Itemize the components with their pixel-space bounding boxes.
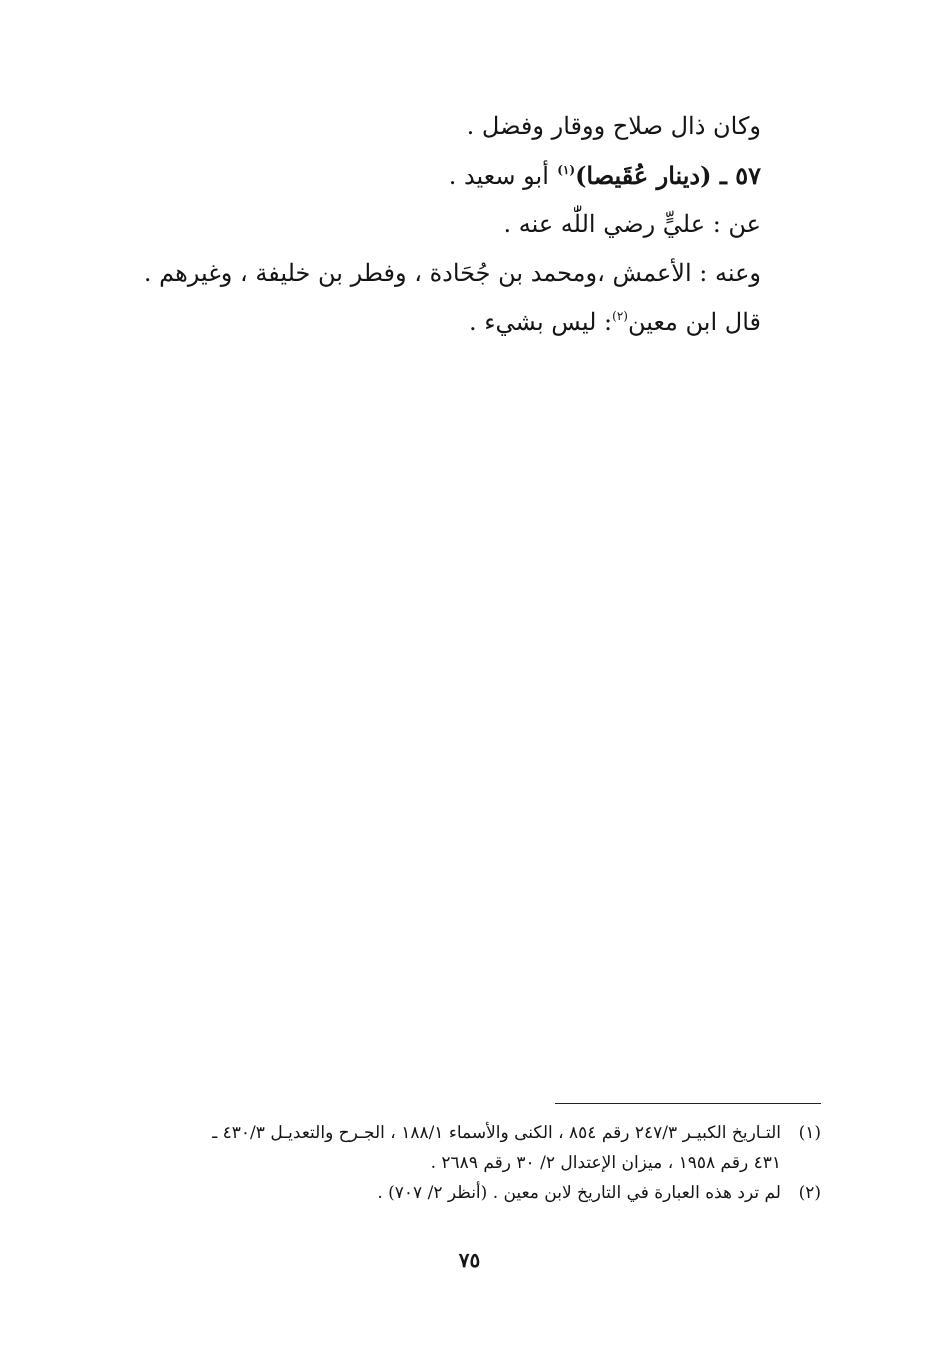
footnote-2-line-1: لم ترد هذه العبارة في التاريخ لابن معين . (أنظر ٢/ ٧٠٧) . xyxy=(377,1183,781,1203)
main-text xyxy=(143,102,761,347)
footnote-1-text xyxy=(111,1118,781,1178)
entry-name: (دينار عُقَيصا) xyxy=(575,161,712,190)
footnote-1-line-1: التـاريخ الكبيـر ٢٤٧/٣ رقم ٨٥٤ ، الكنى والأسماء ١٨٨/١ ، الجـرح والتعديـل ٤٣٠/٣ ـ xyxy=(212,1123,781,1143)
narrators-from-him: وعنه : الأعمش ،ومحمد بن جُحَادة ، وفطر بن خليفة ، وغيرهم . xyxy=(143,259,761,287)
footnote-ref-1: (١) xyxy=(557,163,576,177)
text-line-3 xyxy=(161,200,761,249)
narrated-from: عن : عليٍّ رضي اللّٰه عنه . xyxy=(503,210,761,238)
text-line-5 xyxy=(161,298,761,347)
footnote-2-number: (٢) xyxy=(798,1183,821,1203)
entry-number: ٥٧ ـ xyxy=(719,161,761,190)
entry-kunya: أبو سعيد . xyxy=(448,162,549,190)
ibn-maeen-intro: قال ابن معين xyxy=(627,308,761,336)
text-line-4 xyxy=(143,249,761,298)
page-number: ٧٥ xyxy=(458,1248,481,1272)
footnotes xyxy=(111,1118,821,1208)
text-line-1 xyxy=(161,102,761,151)
ibn-maeen-verdict: : ليس بشيء . xyxy=(468,308,613,336)
entry-heading xyxy=(161,151,761,200)
footnote-separator xyxy=(555,1103,821,1104)
footnote-2-text xyxy=(111,1178,781,1208)
footnote-1-line-2: ٤٣١ رقم ١٩٥٨ ، ميزان الإعتدال ٢/ ٣٠ رقم ٢٦٨٩ . xyxy=(430,1153,781,1173)
footnote-2 xyxy=(111,1178,821,1208)
text-line-1-content: وكان ذال صلاح ووقار وفضل . xyxy=(466,112,761,140)
footnote-1-number: (١) xyxy=(798,1123,821,1143)
footnote-ref-2: (٢) xyxy=(612,309,628,323)
footnote-1 xyxy=(111,1118,821,1178)
